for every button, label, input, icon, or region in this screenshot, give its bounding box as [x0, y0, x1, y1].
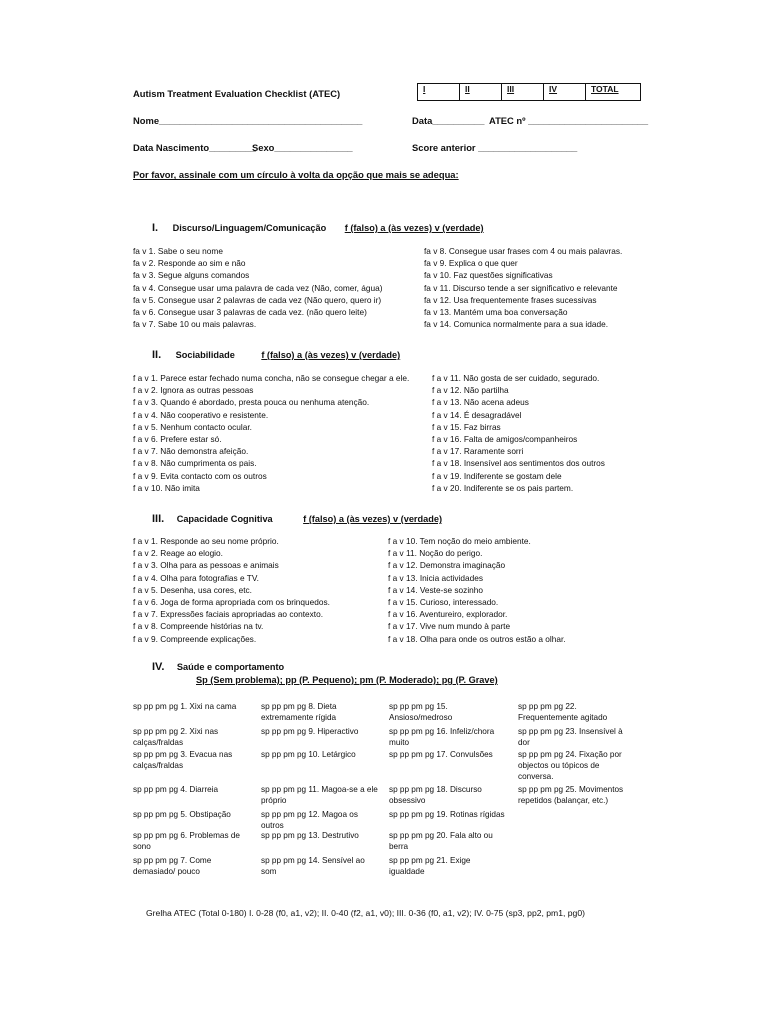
- scoring-footer: Grelha ATEC (Total 0-180) I. 0-28 (f0, a1, v2); II. 0-40 (f2, a1, v0); III. 0-36 (f0, a1, v2); IV. 0-75 (sp3, pp2, pm1, pg0): [146, 908, 585, 918]
- list-item[interactable]: f a v 16. Aventureiro, explorador.: [388, 609, 508, 620]
- section-4-header: [152, 657, 284, 675]
- grid-cell[interactable]: sp pp pm pg 13. Destrutivo: [261, 831, 359, 840]
- list-item[interactable]: fa v 12. Usa frequentemente frases sucessivas: [424, 294, 597, 305]
- list-item[interactable]: f a v 18. Insensível aos sentimentos dos outros: [432, 458, 605, 469]
- section-1-header: [152, 218, 484, 236]
- grid-cell[interactable]: sp pp pm pg 16. Infeliz/chora muito: [389, 727, 495, 748]
- list-item[interactable]: f a v 16. Falta de amigos/companheiros: [432, 434, 578, 445]
- field-data[interactable]: Data__________: [412, 115, 485, 126]
- list-item[interactable]: fa v 6. Consegue usar 3 palavras de cada vez. (não quero leite): [133, 307, 367, 318]
- score-cell-i[interactable]: I: [418, 84, 460, 101]
- list-item[interactable]: f a v 19. Indiferente se gostam dele: [432, 470, 562, 481]
- list-item[interactable]: f a v 11. Não gosta de ser cuidado, segurado.: [432, 373, 600, 383]
- list-item[interactable]: f a v 9. Compreende explicações.: [133, 633, 257, 644]
- section-2-right-list: [432, 372, 605, 494]
- document-title: Autism Treatment Evaluation Checklist (ATEC): [133, 88, 341, 99]
- list-item[interactable]: f a v 3. Olha para as pessoas e animais: [133, 560, 279, 571]
- grid-cell[interactable]: sp pp pm pg 8. Dieta extremamente rígida: [261, 702, 337, 723]
- list-item[interactable]: f a v 10. Tem noção do meio ambiente.: [388, 536, 531, 546]
- score-cell-iii[interactable]: III: [502, 84, 544, 101]
- grid-cell[interactable]: sp pp pm pg 17. Convulsões: [389, 750, 493, 759]
- list-item[interactable]: f a v 6. Joga de forma apropriada com os brinquedos.: [133, 597, 330, 608]
- list-item[interactable]: f a v 13. Não acena adeus: [432, 397, 529, 408]
- list-item[interactable]: f a v 6. Prefere estar só.: [133, 434, 222, 445]
- list-item[interactable]: fa v 10. Faz questões significativas: [424, 270, 553, 281]
- score-cell-total[interactable]: TOTAL: [586, 84, 641, 101]
- section-3-header: [152, 509, 442, 527]
- list-item[interactable]: f a v 2. Ignora as outras pessoas: [133, 385, 254, 396]
- grid-cell[interactable]: sp pp pm pg 21. Exige igualdade: [389, 856, 471, 877]
- score-cell-iv[interactable]: IV: [544, 84, 586, 101]
- section-4-legend: Sp (Sem problema); pp (P. Pequeno); pm (P. Moderado); pg (P. Grave): [196, 675, 498, 685]
- score-cell-ii[interactable]: II: [460, 84, 502, 101]
- list-item[interactable]: f a v 15. Faz birras: [432, 421, 501, 432]
- grid-cell[interactable]: sp pp pm pg 14. Sensível ao som: [261, 856, 365, 877]
- field-nome[interactable]: Nome_______________________________________: [133, 115, 363, 126]
- list-item[interactable]: f a v 8. Compreende histórias na tv.: [133, 621, 264, 632]
- grid-cell[interactable]: sp pp pm pg 20. Fala alto ou berra: [389, 831, 493, 852]
- list-item[interactable]: f a v 12. Demonstra imaginação: [388, 560, 506, 571]
- grid-cell[interactable]: sp pp pm pg 23. Insensível à dor: [518, 727, 623, 748]
- section-1-number: I.: [152, 222, 159, 234]
- section-2-legend: f (falso) a (às vezes) v (verdade): [261, 350, 401, 360]
- list-item[interactable]: f a v 10. Não imita: [133, 482, 200, 493]
- list-item[interactable]: fa v 14. Comunica normalmente para a sua idade.: [424, 319, 609, 330]
- score-box: [417, 83, 641, 101]
- list-item[interactable]: f a v 5. Desenha, usa cores, etc.: [133, 584, 252, 595]
- section-2-title: Sociabilidade: [175, 350, 235, 360]
- list-item[interactable]: f a v 4. Olha para fotografias e TV.: [133, 572, 259, 583]
- grid-cell[interactable]: sp pp pm pg 15. Ansioso/medroso: [389, 702, 453, 723]
- section-3-right-list: [388, 535, 566, 645]
- list-item[interactable]: f a v 14. É desagradável: [432, 409, 522, 420]
- grid-cell[interactable]: sp pp pm pg 6. Problemas de sono: [133, 831, 240, 852]
- list-item[interactable]: f a v 1. Parece estar fechado numa concha, não se consegue chegar a ele.: [133, 373, 410, 383]
- list-item[interactable]: fa v 1. Sabe o seu nome: [133, 246, 223, 256]
- list-item[interactable]: f a v 5. Nenhum contacto ocular.: [133, 421, 252, 432]
- section-1-right-list: [424, 245, 622, 330]
- list-item[interactable]: f a v 20. Indiferente se os pais partem.: [432, 482, 574, 493]
- field-nascimento[interactable]: Data Nascimento_________: [133, 142, 256, 153]
- field-sexo[interactable]: Sexo_______________: [252, 142, 353, 153]
- grid-cell[interactable]: sp pp pm pg 10. Letárgico: [261, 750, 356, 759]
- instruction: Por favor, assinale com um círculo à volta da opção que mais se adequa:: [133, 169, 459, 180]
- list-item[interactable]: fa v 3. Segue alguns comandos: [133, 270, 250, 281]
- list-item[interactable]: f a v 3. Quando é abordado, presta pouca ou nenhuma atenção.: [133, 397, 370, 408]
- list-item[interactable]: f a v 13. Inicia actividades: [388, 572, 484, 583]
- list-item[interactable]: fa v 5. Consegue usar 2 palavras de cada vez (Não quero, quero ir): [133, 294, 382, 305]
- field-score-anterior[interactable]: Score anterior ___________________: [412, 142, 578, 153]
- list-item[interactable]: f a v 17. Vive num mundo à parte: [388, 621, 511, 632]
- list-item[interactable]: f a v 7. Não demonstra afeição.: [133, 446, 249, 457]
- list-item[interactable]: fa v 9. Explica o que quer: [424, 258, 518, 269]
- section-1-left-list: [133, 245, 383, 330]
- section-1-title: Discurso/Linguagem/Comunicação: [172, 223, 327, 233]
- list-item[interactable]: f a v 4. Não cooperativo e resistente.: [133, 409, 269, 420]
- list-item[interactable]: fa v 13. Mantém uma boa conversação: [424, 307, 568, 318]
- grid-cell[interactable]: sp pp pm pg 3. Evacua nas calças/fraldas: [133, 750, 233, 771]
- grid-cell[interactable]: sp pp pm pg 1. Xixi na cama: [133, 702, 237, 711]
- list-item[interactable]: fa v 8. Consegue usar frases com 4 ou mais palavras.: [424, 246, 623, 256]
- grid-cell[interactable]: sp pp pm pg 5. Obstipação: [133, 810, 231, 819]
- grid-cell[interactable]: sp pp pm pg 7. Come demasiado/ pouco: [133, 856, 212, 877]
- section-4-number: IV.: [152, 661, 165, 673]
- list-item[interactable]: f a v 15. Curioso, interessado.: [388, 597, 499, 608]
- grid-cell[interactable]: sp pp pm pg 2. Xixi nas calças/fraldas: [133, 727, 219, 748]
- list-item[interactable]: f a v 11. Noção do perigo.: [388, 548, 483, 559]
- grid-cell[interactable]: sp pp pm pg 19. Rotinas rígidas: [389, 810, 505, 819]
- section-3-number: III.: [152, 513, 165, 525]
- list-item[interactable]: fa v 4. Consegue usar uma palavra de cada vez (Não, comer, água): [133, 282, 383, 293]
- list-item[interactable]: f a v 14. Veste-se sozinho: [388, 584, 484, 595]
- list-item[interactable]: f a v 18. Olha para onde os outros estão a olhar.: [388, 633, 566, 644]
- field-atec[interactable]: ATEC nº _______________________: [489, 115, 649, 126]
- list-item[interactable]: fa v 11. Discurso tende a ser significativo e relevante: [424, 282, 618, 293]
- list-item[interactable]: f a v 7. Expressões faciais apropriadas ao contexto.: [133, 609, 324, 620]
- list-item[interactable]: f a v 8. Não cumprimenta os pais.: [133, 458, 257, 469]
- list-item[interactable]: f a v 17. Raramente sorri: [432, 446, 524, 457]
- section-4-title: Saúde e comportamento: [176, 662, 285, 672]
- grid-cell[interactable]: sp pp pm pg 4. Diarreia: [133, 785, 219, 794]
- section-3-legend: f (falso) a (às vezes) v (verdade): [303, 514, 443, 524]
- list-item[interactable]: f a v 12. Não partilha: [432, 385, 509, 396]
- grid-cell[interactable]: sp pp pm pg 22. Frequentemente agitado: [518, 702, 608, 723]
- grid-cell[interactable]: sp pp pm pg 12. Magoa os outros: [261, 810, 358, 831]
- grid-cell[interactable]: sp pp pm pg 11. Magoa-se a ele próprio: [261, 785, 378, 806]
- list-item[interactable]: f a v 2. Reage ao elogio.: [133, 548, 223, 559]
- section-2-header: [152, 345, 400, 363]
- grid-cell[interactable]: sp pp pm pg 24. Fixação por objectos ou tópicos de conversa.: [518, 750, 622, 782]
- grid-cell[interactable]: sp pp pm pg 9. Hiperactivo: [261, 727, 359, 736]
- list-item[interactable]: f a v 9. Evita contacto com os outros: [133, 470, 267, 481]
- section-1-legend: f (falso) a (às vezes) v (verdade): [344, 223, 484, 233]
- grid-cell[interactable]: sp pp pm pg 18. Discurso obsessivo: [389, 785, 482, 806]
- list-item[interactable]: fa v 7. Sabe 10 ou mais palavras.: [133, 319, 257, 330]
- list-item[interactable]: fa v 2. Responde ao sim e não: [133, 258, 246, 269]
- section-3-title: Capacidade Cognitiva: [176, 514, 273, 524]
- grid-cell[interactable]: sp pp pm pg 25. Movimentos repetidos (balançar, etc.): [518, 785, 624, 806]
- section-3-left-list: [133, 535, 330, 645]
- list-item[interactable]: f a v 1. Responde ao seu nome próprio.: [133, 536, 279, 546]
- section-2-left-list: [133, 372, 409, 494]
- section-2-number: II.: [152, 349, 162, 361]
